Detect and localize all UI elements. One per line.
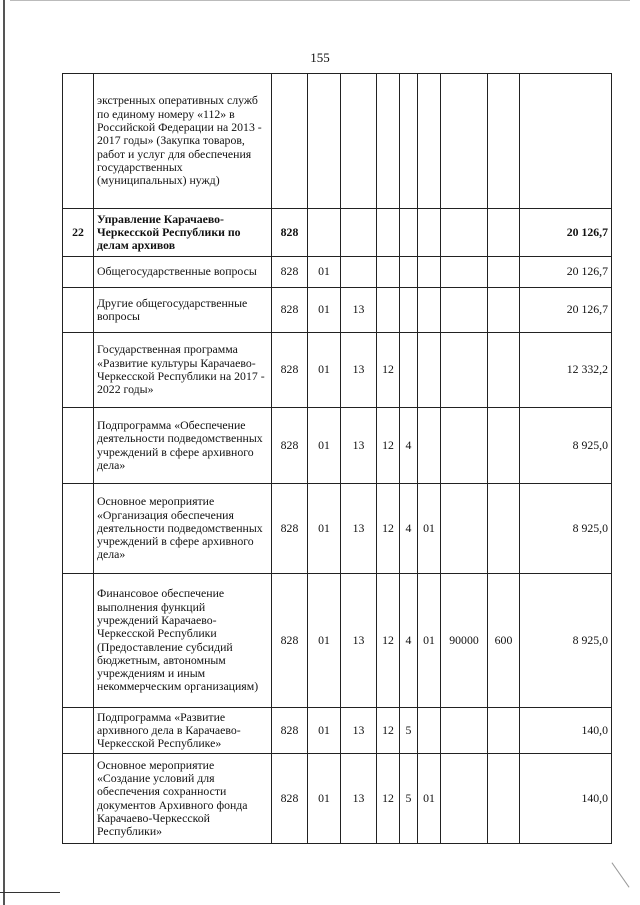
- program-code: 12: [377, 408, 400, 484]
- scan-top-edge: [10, 0, 630, 1]
- table-row: [63, 333, 612, 408]
- table-row: [63, 484, 612, 574]
- row-name: Другие общегосударственные вопросы: [94, 288, 272, 333]
- measure-code: [418, 209, 441, 257]
- row-name: Основное мероприятие «Организация обеспечения деятельности подведомственных учреждений в сфере архивного дела»: [94, 484, 272, 574]
- subprogram-code: 5: [400, 754, 418, 844]
- subprogram-code: 4: [400, 408, 418, 484]
- subsection-code: 13: [341, 708, 377, 754]
- direction-code: [441, 257, 488, 288]
- direction-code: [441, 333, 488, 408]
- program-code: [377, 74, 400, 209]
- section-code: [308, 209, 341, 257]
- measure-code: [418, 708, 441, 754]
- row-number: [63, 574, 94, 708]
- direction-code: [441, 74, 488, 209]
- expense-type-code: [488, 484, 520, 574]
- program-code: 12: [377, 574, 400, 708]
- measure-code: [418, 333, 441, 408]
- scan-corner-mark: [611, 862, 629, 887]
- grbs-code: [272, 74, 308, 209]
- section-code: 01: [308, 257, 341, 288]
- program-code: 12: [377, 333, 400, 408]
- row-name: Финансовое обеспечение выполнения функций учреждений Карачаево-Черкесской Республики (Предоставление субсидий бюджетным, автономным учреждениям и иным некоммерческим организациям): [94, 574, 272, 708]
- subprogram-code: 5: [400, 708, 418, 754]
- direction-code: 90000: [441, 574, 488, 708]
- direction-code: [441, 288, 488, 333]
- grbs-code: 828: [272, 708, 308, 754]
- row-number: [63, 754, 94, 844]
- expense-type-code: [488, 288, 520, 333]
- measure-code: 01: [418, 754, 441, 844]
- row-number: [63, 708, 94, 754]
- row-number: 22: [63, 209, 94, 257]
- row-number: [63, 257, 94, 288]
- table-row: [63, 408, 612, 484]
- direction-code: [441, 754, 488, 844]
- row-sum: 20 126,7: [520, 257, 612, 288]
- row-number: [63, 333, 94, 408]
- measure-code: 01: [418, 574, 441, 708]
- row-name: Подпрограмма «Обеспечение деятельности подведомственных учреждений в сфере архивного дела»: [94, 408, 272, 484]
- subsection-code: 13: [341, 484, 377, 574]
- expense-type-code: [488, 333, 520, 408]
- row-sum: 12 332,2: [520, 333, 612, 408]
- grbs-code: 828: [272, 333, 308, 408]
- grbs-code: 828: [272, 288, 308, 333]
- table-row: [63, 74, 612, 209]
- expense-type-code: [488, 74, 520, 209]
- row-sum: 8 925,0: [520, 484, 612, 574]
- subsection-code: 13: [341, 333, 377, 408]
- section-code: 01: [308, 708, 341, 754]
- section-code: 01: [308, 484, 341, 574]
- subprogram-code: [400, 333, 418, 408]
- section-code: 01: [308, 288, 341, 333]
- subsection-code: [341, 257, 377, 288]
- subsection-code: 13: [341, 754, 377, 844]
- subsection-code: [341, 74, 377, 209]
- subprogram-code: [400, 288, 418, 333]
- direction-code: [441, 408, 488, 484]
- measure-code: [418, 408, 441, 484]
- table-row: [63, 209, 612, 257]
- expense-type-code: [488, 209, 520, 257]
- row-sum: 140,0: [520, 708, 612, 754]
- program-code: 12: [377, 708, 400, 754]
- row-number: [63, 288, 94, 333]
- row-name: Управление Карачаево-Черкесской Республики по делам архивов: [94, 209, 272, 257]
- row-number: [63, 74, 94, 209]
- direction-code: [441, 484, 488, 574]
- row-number: [63, 408, 94, 484]
- table-row: [63, 288, 612, 333]
- row-name: Общегосударственные вопросы: [94, 257, 272, 288]
- section-code: 01: [308, 408, 341, 484]
- direction-code: [441, 209, 488, 257]
- row-sum: 8 925,0: [520, 574, 612, 708]
- row-sum: [520, 74, 612, 209]
- subprogram-code: 4: [400, 574, 418, 708]
- scan-bottom-mark: [0, 892, 60, 893]
- subprogram-code: [400, 74, 418, 209]
- measure-code: [418, 74, 441, 209]
- expense-type-code: [488, 257, 520, 288]
- measure-code: [418, 288, 441, 333]
- section-code: 01: [308, 574, 341, 708]
- program-code: 12: [377, 484, 400, 574]
- grbs-code: 828: [272, 209, 308, 257]
- subprogram-code: [400, 257, 418, 288]
- table-row: [63, 257, 612, 288]
- grbs-code: 828: [272, 408, 308, 484]
- section-code: 01: [308, 333, 341, 408]
- subsection-code: 13: [341, 408, 377, 484]
- section-code: 01: [308, 754, 341, 844]
- grbs-code: 828: [272, 257, 308, 288]
- row-sum: 140,0: [520, 754, 612, 844]
- measure-code: [418, 257, 441, 288]
- expense-type-code: [488, 754, 520, 844]
- grbs-code: 828: [272, 484, 308, 574]
- table-row: [63, 754, 612, 844]
- subsection-code: 13: [341, 288, 377, 333]
- direction-code: [441, 708, 488, 754]
- measure-code: 01: [418, 484, 441, 574]
- row-sum: 8 925,0: [520, 408, 612, 484]
- program-code: [377, 209, 400, 257]
- table-row: [63, 574, 612, 708]
- row-name: Государственная программа «Развитие культуры Карачаево-Черкесской Республики на 2017 - 2022 годы»: [94, 333, 272, 408]
- subprogram-code: [400, 209, 418, 257]
- row-sum: 20 126,7: [520, 209, 612, 257]
- section-code: [308, 74, 341, 209]
- subsection-code: 13: [341, 574, 377, 708]
- table-row: [63, 708, 612, 754]
- grbs-code: 828: [272, 754, 308, 844]
- scan-left-edge: [3, 0, 5, 905]
- program-code: 12: [377, 754, 400, 844]
- expense-type-code: [488, 708, 520, 754]
- page-number: 155: [310, 50, 330, 65]
- row-name: Подпрограмма «Развитие архивного дела в Карачаево-Черкесской Республике»: [94, 708, 272, 754]
- grbs-code: 828: [272, 574, 308, 708]
- budget-table: [62, 73, 612, 844]
- subprogram-code: 4: [400, 484, 418, 574]
- program-code: [377, 288, 400, 333]
- expense-type-code: [488, 408, 520, 484]
- row-number: [63, 484, 94, 574]
- row-name: экстренных оперативных служб по единому номеру «112» в Российской Федерации на 2013 - 2017 годы» (Закупка товаров, работ и услуг для обеспечения государственных (муниципальных) нужд): [94, 74, 272, 209]
- expense-type-code: 600: [488, 574, 520, 708]
- row-name: Основное мероприятие «Создание условий для обеспечения сохранности документов Архивного фонда Карачаево-Черкесской Республики»: [94, 754, 272, 844]
- row-sum: 20 126,7: [520, 288, 612, 333]
- subsection-code: [341, 209, 377, 257]
- program-code: [377, 257, 400, 288]
